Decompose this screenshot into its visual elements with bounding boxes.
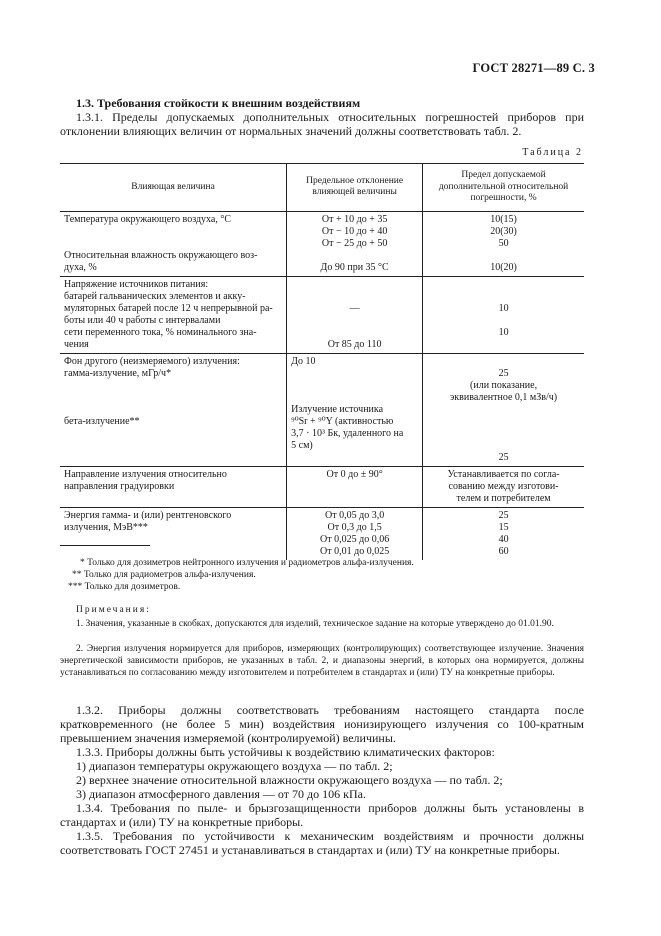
note-item: 2. Энергия излучения нормируется для приборов, измеряющих (контролирующих) соответствующее излучение. Значения энергетической зависимости приборов, не указанных в табл. 2, и диапазоны энергий, в которых она нормируется, должны устанавливаться по согласованию между изготовителем и потребителем в стандартах и (или) ТУ на конкретные приборы. [60,644,584,678]
cell-line: 20(30) [490,225,517,237]
section-title: 1.3. Требования стойкости к внешним воздействиям [76,96,361,110]
cell-line [64,404,282,416]
header-error-limit: Предел допускаемой дополнительной относительной погрешности, % [423,164,584,212]
cell-line [427,291,580,303]
cell-line [427,428,580,440]
cell-line: От 0,05 до 3,0 [325,509,385,521]
cell-line [291,315,418,327]
cell-line: До 90 при 35 °C [320,261,389,273]
cell-line: сети переменного тока, % номинального зна- [64,326,257,338]
cell-line [427,250,580,262]
cell-line: До 10 [291,355,316,367]
cell-line: 10(15) [490,213,517,225]
cell-line: 10 [498,302,509,314]
cell-line: боты или 40 ч работы с интервалами [64,314,221,326]
table-cell-c1 [60,276,287,353]
cell-line: От + 10 до + 35 [321,213,388,225]
cell-line: 15 [498,521,509,533]
cell-line: 50 [498,237,509,249]
table-cell-c2 [287,466,423,507]
notes-title: Примечания: [76,605,151,615]
cell-line: телем и потребителем [456,492,551,504]
cell-line: 40 [498,533,509,545]
list-item: 1) диапазон температуры окружающего воздуха — по табл. 2; [76,759,393,773]
paragraph-1-3-2: 1.3.2. Приборы должны соответствовать требованиям настоящего стандарта после кратковременного (не более 5 мин) воздействия ионизирующего излучения со 100-кратным превышением значения измеряемой (контролируемой) величины. [60,703,584,745]
cell-line [291,380,418,392]
table-cell-c3 [423,466,584,507]
cell-line: 10 [498,326,509,338]
cell-line [291,291,418,303]
cell-line: 25 [498,451,509,463]
table-row [60,507,584,560]
cell-line [427,404,580,416]
table-cell-c3 [423,507,584,560]
table-cell-c1 [60,353,287,466]
cell-line [291,327,418,339]
cell-line: Энергия гамма- и (или) рентгеновского [64,509,232,521]
cell-line [64,440,282,452]
table-cell-c3 [423,211,584,276]
cell-line [64,238,282,250]
cell-line: направления градуировки [64,480,175,492]
cell-line: От − 10 до + 40 [321,225,388,237]
cell-line [427,416,580,428]
paragraph-1-3-3: 1.3.3. Приборы должны быть устойчивы к воздействию климатических факторов: [76,745,495,759]
table-header-row [60,164,584,212]
cell-line: 25 [498,367,509,379]
cell-line [291,368,418,380]
cell-line: 3,7 · 10³ Бк, удаленного на [291,427,404,439]
table-cell-c2 [287,507,423,560]
cell-line: 25 [498,509,509,521]
list-item: 2) верхнее значение относительной влажности окружающего воздуха — по табл. 2; [76,773,503,787]
cell-line [427,356,580,368]
cell-line [427,279,580,291]
cell-line: От 0,3 до 1,5 [327,521,382,533]
cell-line: — [349,302,360,314]
cell-line: духа, % [64,261,97,273]
footnote-separator [60,545,150,546]
cell-line [291,279,418,291]
cell-line [291,250,418,262]
standard-header: ГОСТ 28271—89 С. 3 [472,61,595,75]
cell-line [64,392,282,404]
table-cell-c1 [60,507,287,560]
table-cell-c1 [60,466,287,507]
table-cell-c2 [287,211,423,276]
note-item: 1. Значения, указанные в скобках, допускаются для изделий, техническое задание на которые утверждено до 01.01.90. [76,619,554,629]
cell-line: муляторных батарей после 12 ч непрерывной ра- [64,302,273,314]
cell-line [291,392,418,404]
cell-line: Фон другого (неизмеряемого) излучения: [64,355,240,367]
table-row [60,276,584,353]
requirements-table [60,163,584,560]
table-caption: Таблица 2 [522,147,583,158]
cell-line: От 0 до ± 90° [326,468,383,480]
cell-line: чения [64,338,89,350]
cell-line: батарей гальванических элементов и акку- [64,290,246,302]
table-row [60,353,584,466]
cell-line: сованию между изготови- [448,480,559,492]
header-influencing-quantity: Влияющая величина [131,181,215,192]
table-cell-c3 [423,276,584,353]
cell-line: 5 см) [291,439,313,451]
cell-line: излучения, МэВ*** [64,521,148,533]
footnote: ** Только для радиометров альфа-излучения. [72,570,256,580]
table-cell-c1 [60,211,287,276]
cell-line [64,380,282,392]
cell-line: Относительная влажность окружающего воз- [64,249,258,261]
list-item: 3) диапазон атмосферного давления — от 70 до 106 кПа. [76,787,366,801]
table-row [60,211,584,276]
cell-line [64,226,282,238]
cell-line: От 0,01 до 0,025 [320,545,390,557]
table-cell-c2 [287,276,423,353]
cell-line: ⁹⁰Sr + ⁹⁰Y (активностью [291,415,394,427]
paragraph-1-3-5: 1.3.5. Требования по устойчивости к механическим воздействиям и прочности должны соответствовать ГОСТ 27451 и устанавливаться в стандартах и (или) ТУ на конкретные приборы. [60,829,584,857]
table-cell-c3 [423,353,584,466]
cell-line: Излучение источника [291,403,384,415]
table-body [60,211,584,560]
header-limit-deviation: Предельное отклонение влияющей величины [287,164,423,212]
cell-line: 10(20) [490,261,517,273]
paragraph-1-3-4: 1.3.4. Требования по пыле- и брызгозащищенности приборов должны быть установлены в стандартах и (или) ТУ на конкретные приборы. [60,801,584,829]
cell-line: гамма-излучение, мГр/ч* [64,367,172,379]
cell-line: Напряжение источников питания: [64,278,209,290]
cell-line [291,452,418,464]
cell-line: эквивалентное 0,1 мЗв/ч) [450,391,558,403]
table-cell-c2 [287,353,423,466]
cell-line: Направление излучения относительно [64,468,227,480]
footnote: * Только для дозиметров нейтронного излучения и радиометров альфа-излучения. [80,558,414,568]
cell-line [64,428,282,440]
cell-line: От − 25 до + 50 [321,237,388,249]
cell-line [64,452,282,464]
cell-line: Устанавливается по согла- [447,468,560,480]
cell-line: 60 [498,545,509,557]
footnote: *** Только для дозиметров. [68,582,181,592]
table-row [60,466,584,507]
cell-line [427,315,580,327]
section-intro-paragraph: 1.3.1. Пределы допускаемых дополнительных относительных погрешностей приборов при отклонении влияющих величин от нормальных значений должны соответствовать табл. 2. [60,110,584,138]
cell-line: От 0,025 до 0,06 [320,533,390,545]
cell-line: Температура окружающего воздуха, °C [64,213,232,225]
cell-line: (или показание, [470,379,538,391]
cell-line: От 85 до 110 [327,338,382,350]
cell-line: бета-излучение** [64,415,140,427]
cell-line [427,440,580,452]
cell-line [427,339,580,351]
